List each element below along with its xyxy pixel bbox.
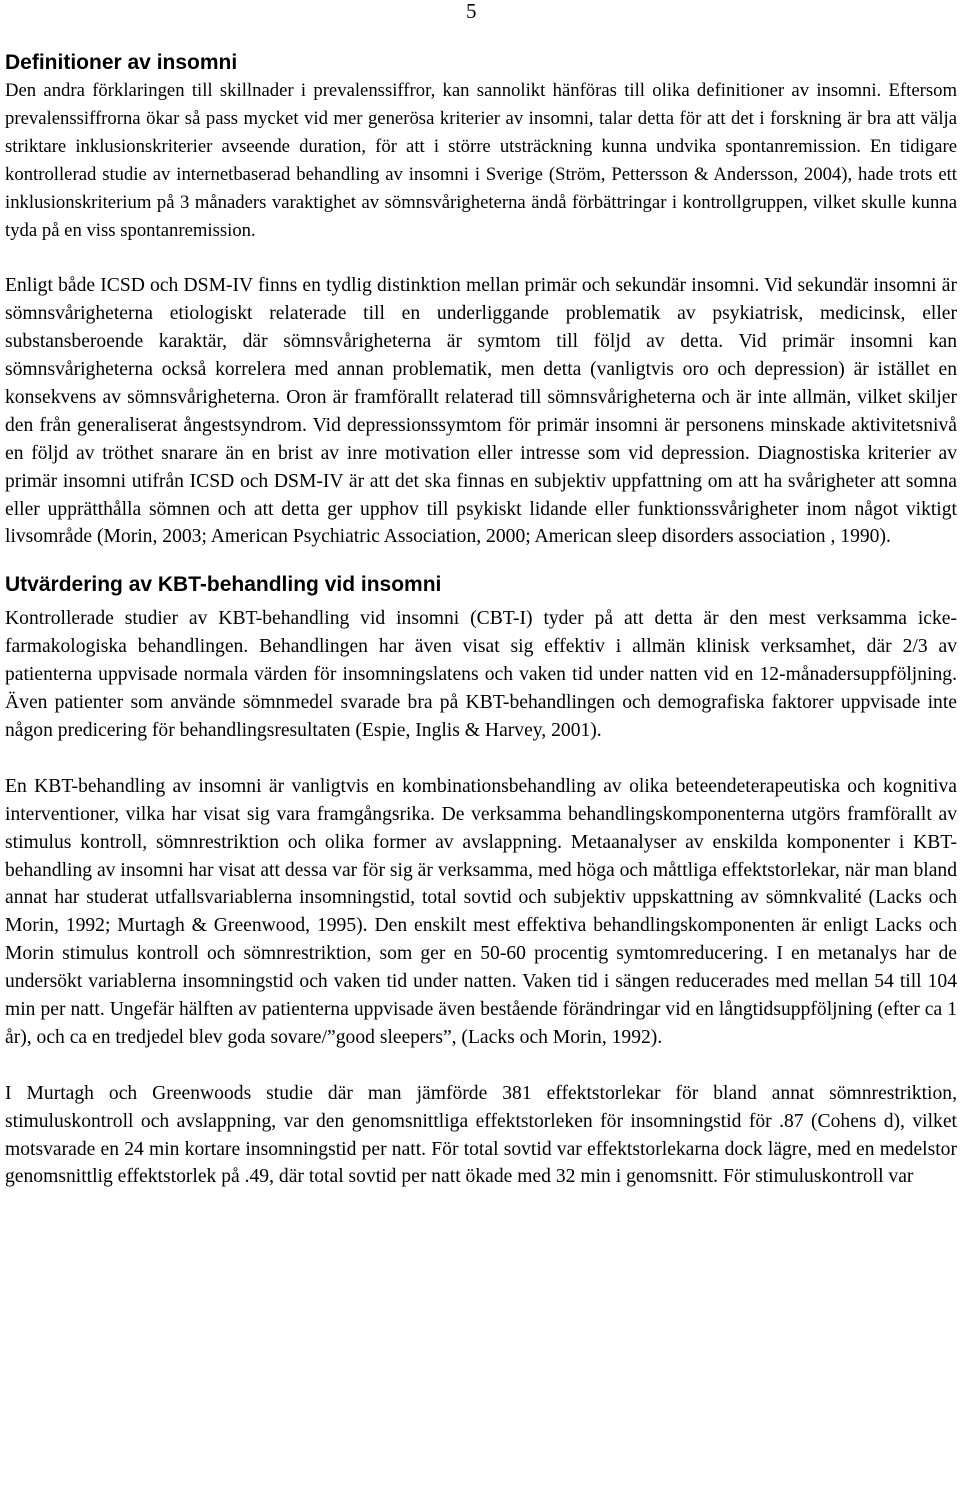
sentence: Oron är framförallt relaterad till sömnsvårigheterna och är inte allmän, vilket skiljer den från generaliserat ångestsyndrom. [5,386,957,436]
sentence: Även patienter som använde sömnmedel svarade bra på KBT-behandlingen och demografiska faktorer uppvisade inte någon predicering för behandlingsresultaten (Espie, Inglis & Harvey, 2001). [5,692,957,742]
section-heading-definitioner: Definitioner av insomni [5,51,238,74]
section-heading-utvardering: Utvärdering av KBT-behandling vid insomni [5,573,442,597]
paragraph [5,1080,957,1192]
sentence: Diagnostiska kriterier av primär insomni utifrån ICSD och DSM-IV är att det ska finnas en subjektiv uppfattning om att ha svårigheter att somna eller upprätthålla sömnen och att detta ger upphov till psykiskt lidande eller funktionssvårigheter inom något viktigt livsområde (Morin, 2003; American Psychiatric Association, 2000; American sleep disorders association , 1990). [5,442,957,548]
sentence: Vid depressionssymtom för primär insomni är personens minskade aktivitetsnivå en följd av tröthet snarare än en brist av inre motivation eller intresse som vid depression. [5,414,957,464]
sentence: Kontrollerade studier av KBT-behandling vid insomni (CBT-I) tyder på att detta är den mest verksamma icke-farmakologiska behandlingen. [5,608,957,658]
sentence: Ungefär hälften av patienterna uppvisade även bestående förändringar vid en långtidsuppföljning (efter ca 1 år), och ca en tredjedel blev goda sovare/”good sleepers”, (Lacks och Morin, 1992). [5,999,957,1048]
page-content [5,50,957,1191]
sentence: Vaken tid i sängen reducerades med mellan 54 till 104 min per natt. [5,971,957,1021]
sentence: I Murtagh och Greenwoods studie där man jämförde 381 effektstorlekar för bland annat sömnrestriktion, stimuluskontroll och avslappning, var den genomsnittliga effektstorleken för insomningstid för .87 (Cohens d), vilket motsvarade en 24 min kortare insomningstid per natt. [5,1082,957,1160]
sentence: De verksamma behandlingskomponenterna utgörs framförallt av stimulus kontroll, sömnrestriktion och olika former av avslappning. [5,803,957,853]
sentence: En KBT-behandling av insomni är vanligtvis en kombinationsbehandling av olika beteendeterapeutiska och kognitiva interventioner, vilka har visat sig vara framgångsrika. [5,775,957,825]
sentence: I en metanalys har de undersökt variablerna insomningstid och vaken tid under natten. [5,943,957,993]
paragraph [5,272,957,551]
sentence: Metaanalyser av enskilda komponenter i KBT-behandling av insomni har visat att dessa var för sig är verksamma, med höga och måttliga effektstorlekar, när man bland annat har studerat utfallsvariablerna insomningstid, total sovtid och subjektiv uppskattning av sömnkvalité (Lacks och Morin, 1992; Murtagh & Greenwood, 1995). [5,831,957,937]
sentence: Vid primär insomni kan sömnsvårigheterna också korrelera med annan problematik, men detta (vanligtvis oro och depression) är istället en konsekvens av sömnsvårigheterna. [5,331,958,408]
sentence: Den enskilt mest effektiva behandlingskomponenten är enligt Lacks och Morin stimulus kontroll och sömnrestriktion, som ger en 50-60 procentig symtomreducering. [5,915,957,965]
sentence: Vid sekundär insomni är sömnsvårigheterna etiologiskt relaterade till en underliggande problematik av psykiatrisk, medicinsk, eller substansberoende karaktär, där sömnsvårigheterna är symtom till följd av detta. [5,275,957,353]
paragraph [5,773,957,1052]
sentence: Enligt både ICSD och DSM-IV finns en tydlig distinktion mellan primär och sekundär insomni. [5,275,760,297]
page-number: 5 [466,0,477,23]
sentence: För total sovtid var effektstorlekarna dock lägre, med en medelstor genomsnittlig effektstorlek på .49, där total sovtid per natt ökade med 32 min i genomsnitt. För stimuluskontroll var [5,1138,958,1188]
sentence: Behandlingen har även visat sig effektiv i allmän klinisk verksamhet, där 2/3 av patienterna uppvisade normala värden för insomningslatens och vaken tid under natten vid en 12-månadersuppföljning. [5,636,958,686]
sentence: Den andra förklaringen till skillnader i prevalenssiffror, kan sannolikt hänföras till olika definitioner av insomni. [5,80,882,101]
sentence: En tidigare kontrollerad studie av internetbaserad behandling av insomni i Sverige (Ström, Pettersson & Andersson, 2004), hade trots ett inklusionskriterium på 3 månaders varaktighet av sömnsvårigheterna ändå förbättringar i kontrollgruppen, vilket skulle kunna tyda på en viss spontanremission. [5,135,957,241]
paragraph [5,605,957,745]
sentence: Eftersom prevalenssiffrorna ökar så pass mycket vid mer generösa kriterier av insomni, talar detta för att det i forskning är bra att välja striktare inklusionskriterier avseende duration, för att i större utsträckning kunna undvika spontanremission. [5,80,958,157]
paragraph [5,77,957,244]
